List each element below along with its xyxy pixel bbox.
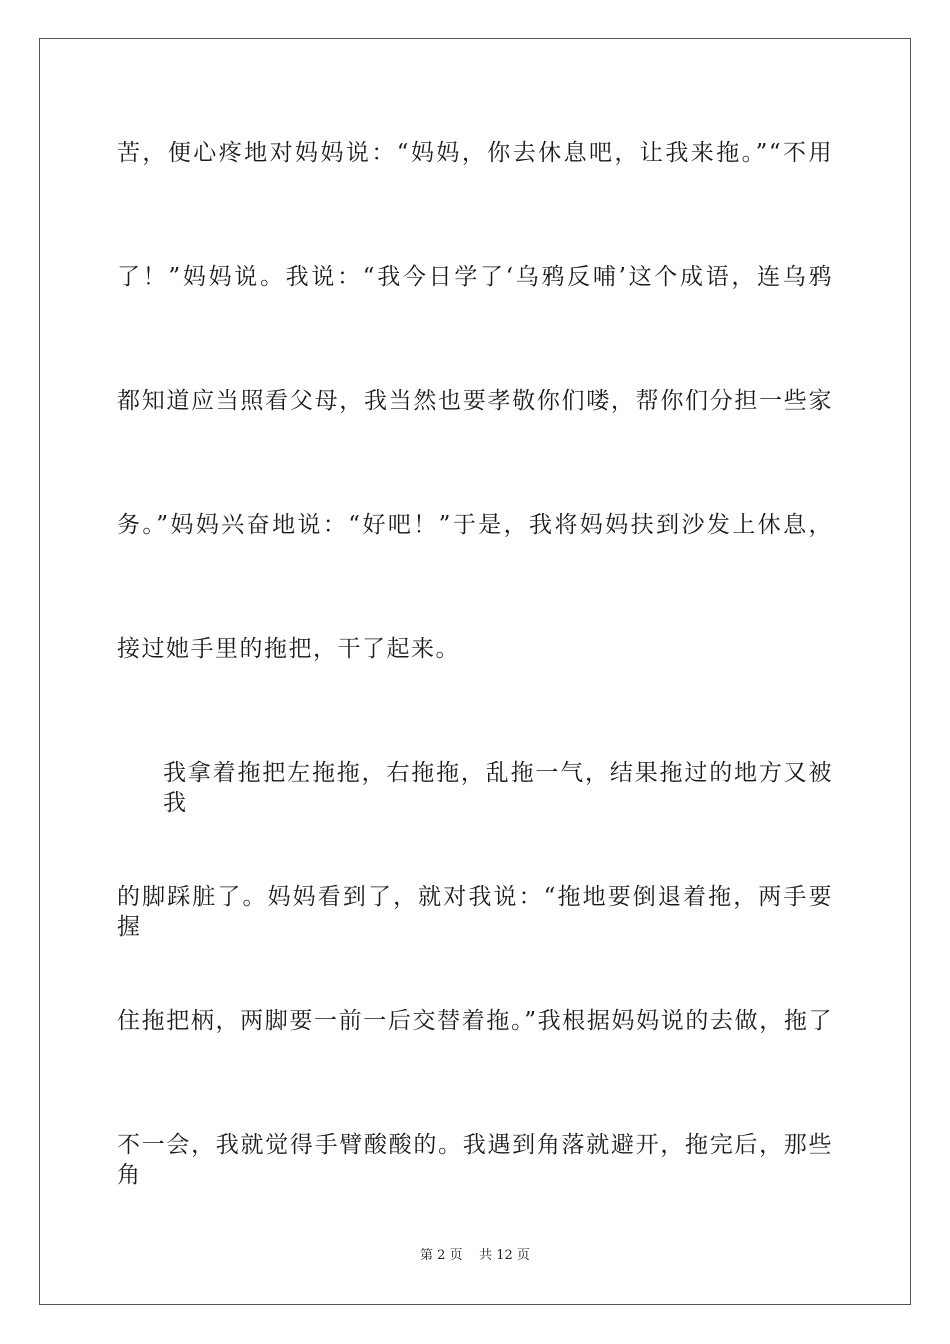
text-line: 务。”妈妈兴奋地说：“好吧！”于是，我将妈妈扶到沙发上休息， xyxy=(117,512,833,538)
paragraph-first-line: 我拿着拖把左拖拖，右拖拖，乱拖一气，结果拖过的地方又被我 xyxy=(163,760,833,816)
page-border xyxy=(39,38,911,1305)
page-footer xyxy=(0,1247,950,1265)
text-line: 住拖把柄，两脚要一前一后交替着拖。”我根据妈妈说的去做，拖了 xyxy=(117,1008,833,1034)
text-line: 的脚踩脏了。妈妈看到了，就对我说：“拖地要倒退着拖，两手要握 xyxy=(117,884,833,940)
text-line: 接过她手里的拖把，干了起来。 xyxy=(117,636,460,662)
text-line: 了！”妈妈说。我说：“我今日学了‘乌鸦反哺’这个成语，连乌鸦 xyxy=(117,264,833,290)
page-total: 共 12 页 xyxy=(479,1248,530,1263)
text-line: 都知道应当照看父母，我当然也要孝敬你们喽，帮你们分担一些家 xyxy=(117,388,833,414)
page-number: 第 2 页 xyxy=(420,1248,463,1263)
text-line: 不一会，我就觉得手臂酸酸的。我遇到角落就避开，拖完后，那些角 xyxy=(117,1132,833,1188)
text-line: 苦，便心疼地对妈妈说：“妈妈，你去休息吧，让我来拖。”“不用 xyxy=(117,140,833,166)
